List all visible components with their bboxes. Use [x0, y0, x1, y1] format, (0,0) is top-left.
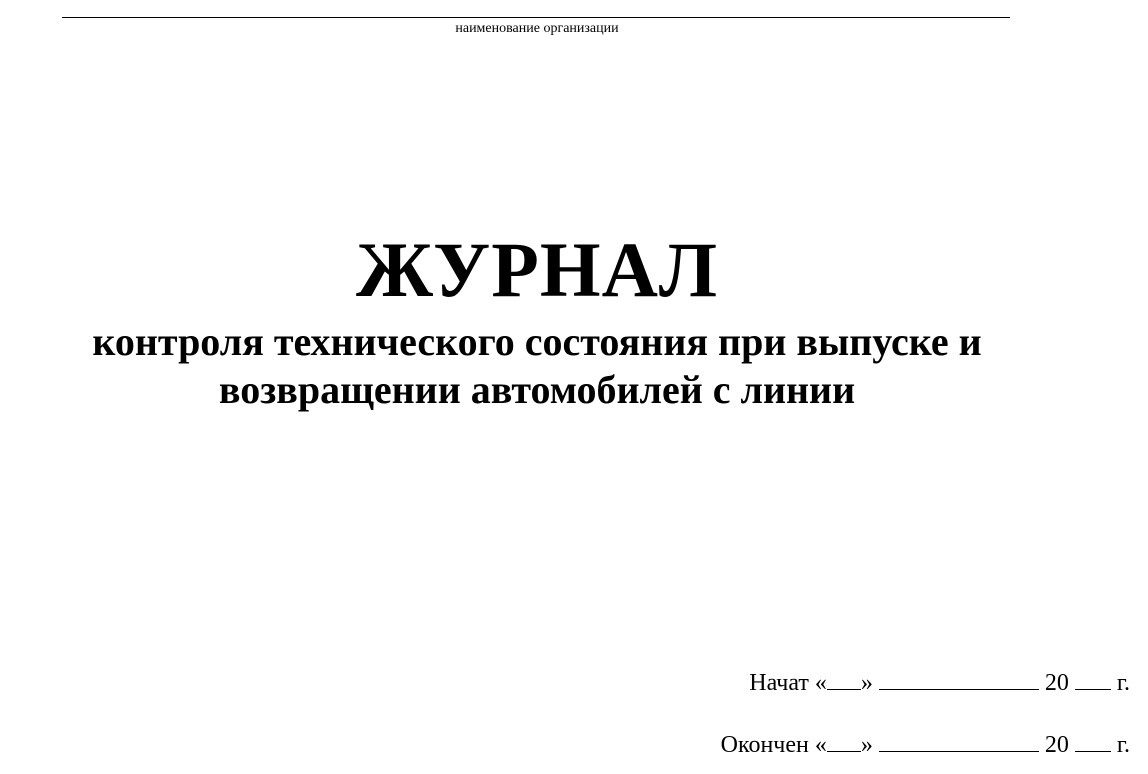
- start-month-blank: [879, 667, 1039, 690]
- finish-date-label: Окончен «: [720, 732, 827, 758]
- journal-subtitle-line-2: возвращении автомобилей с линии: [218, 367, 856, 412]
- journal-dates: [721, 667, 1130, 761]
- journal-subtitle-line-1: контроля технического состояния при выпуске и: [92, 319, 982, 364]
- finish-year-suffix: г.: [1116, 732, 1130, 758]
- organization-name-line: [62, 17, 1010, 18]
- finish-close-quote: »: [860, 732, 873, 758]
- journal-title: ЖУРНАЛ: [355, 226, 719, 313]
- journal-subtitle: [0, 318, 1074, 414]
- finish-century: 20: [1044, 732, 1069, 758]
- start-day-blank: [827, 667, 861, 690]
- start-close-quote: »: [860, 670, 873, 696]
- start-century: 20: [1044, 670, 1069, 696]
- start-date-label: Начат «: [749, 670, 827, 696]
- finish-day-blank: [827, 729, 861, 752]
- finish-month-blank: [879, 729, 1039, 752]
- finish-year-blank: [1075, 729, 1111, 752]
- start-year-suffix: г.: [1116, 670, 1130, 696]
- start-year-blank: [1075, 667, 1111, 690]
- start-date-row: [721, 667, 1130, 699]
- organization-name-caption: наименование организации: [455, 21, 619, 36]
- finish-date-row: [721, 729, 1130, 761]
